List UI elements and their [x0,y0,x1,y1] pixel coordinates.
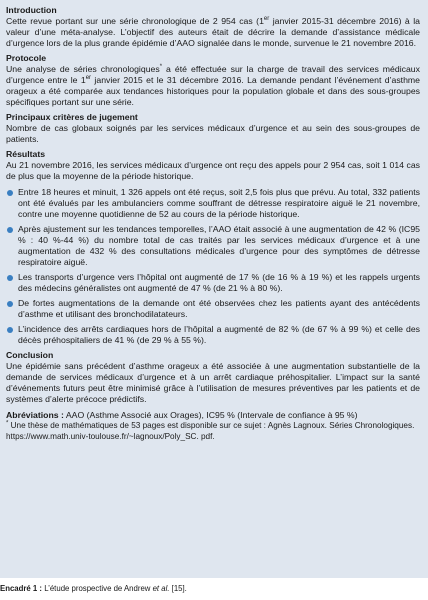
list-item: Entre 18 heures et minuit, 1 326 appels ont été reçus, soit 2,5 fois plus que prévu. Au total, 332 patients ont été évalués par les ambulanciers comme souffrant de détresse respiratoire aiguë le 21 novembre, contre une moyenne quotidienne de 52 au cours de la période historique. [6,187,420,220]
list-item: Les transports d’urgence vers l’hôpital ont augmenté de 17 % (de 16 % à 19 %) et les rappels urgents des médecins généralistes ont augmenté de 47 % (de 21 % à 80 %). [6,272,420,294]
resultats-text: Au 21 novembre 2016, les services médicaux d’urgence ont reçu des appels pour 2 954 cas, soit 1 014 cas de plus que la moyenne de la période historique. [6,160,420,181]
bullet-dot-icon [7,227,13,233]
section-introduction [6,5,420,49]
protocole-heading: Protocole [6,53,47,63]
caption-label: Encadré 1 : [0,584,43,593]
resultats-heading: Résultats [6,149,46,159]
abbreviations-label: Abréviations : [6,410,64,420]
conclusion-text: Une épidémie sans précédent d’asthme orageux a été associée à une augmentation substantielle de la demande de services médicaux d’urgence et à un arrêt cardiaque préhospitalier. L’impact sur la santé d’événements futurs peut être minimisé grâce à l’utilisation de mesures préventives par les patients et de systèmes d’alerte précoce prédictifs. [6,361,420,404]
section-conclusion [6,350,420,405]
criteres-text: Nombre de cas globaux soignés par les services médicaux d’urgence et au sein des sous-groupes de patients. [6,123,420,144]
criteres-heading: Principaux critères de jugement [6,112,138,122]
section-criteres [6,112,420,145]
introduction-heading: Introduction [6,5,57,15]
protocole-text: Une analyse de séries chronologiques* a été effectuée sur la charge de travail des services médicaux d’urgence entre le 1er janvier 2015 et le 31 décembre 2016. La demande pendant l’événement d’asthme orageux a été comparée aux tendances historiques pour la population globale et dans des sous-groupes spécifiques portant sur une série. [6,64,420,107]
resultats-list [6,187,420,346]
conclusion-heading: Conclusion [6,350,54,360]
abbreviations-text: AAO (Asthme Associé aux Orages), IC95 % (Intervale de confiance à 95 %) [63,410,358,420]
list-item: Après ajustement sur les tendances temporelles, l’AAO était associé à une augmentation de 42 % (IC95 % : 40 %-44 %) du nombre total de cas traités par les services médicaux d’urgence et à une augmentation de 432 % des consultations médicales d’urgence pour des symptômes de détresse respiratoire aiguë. [6,224,420,268]
list-item: De fortes augmentations de la demande ont été observées chez les patients ayant des antécédents d’asthme et utilisant des bronchodilatateurs. [6,298,420,320]
bullet-dot-icon [7,327,13,333]
bullet-dot-icon [7,301,13,307]
bullet-dot-icon [7,190,13,196]
bullet-dot-icon [7,275,13,281]
list-item: L’incidence des arrêts cardiaques hors de l’hôpital a augmenté de 82 % (de 67 % à 99 %) et celle des décès préhospitaliers de 41 % (de 29 % à 55 %). [6,324,420,346]
introduction-text: Cette revue portant sur une série chronologique de 2 954 cas (1er janvier 2015-31 décembre 2016) à la valeur d’une méta-analyse. L’objectif des auteurs était de décrire la demande d’assistance médicale d’urgence lors de la plus grande épidémie d’AAO signalée dans le monde, survenue le 21 novembre 2016. [6,16,420,48]
footnote: * Une thèse de mathématiques de 53 pages est disponible sur ce sujet : Agnès Lagnoux. Séries Chronologiques. https://www.math.univ-toulouse.fr/~lagnoux/Poly_SC. pdf. [6,420,415,441]
figure-caption: Encadré 1 : L’étude prospective de Andrew et al. [15]. [0,584,187,593]
section-protocole [6,53,420,108]
abbreviations [6,410,420,421]
section-resultats [6,149,420,346]
